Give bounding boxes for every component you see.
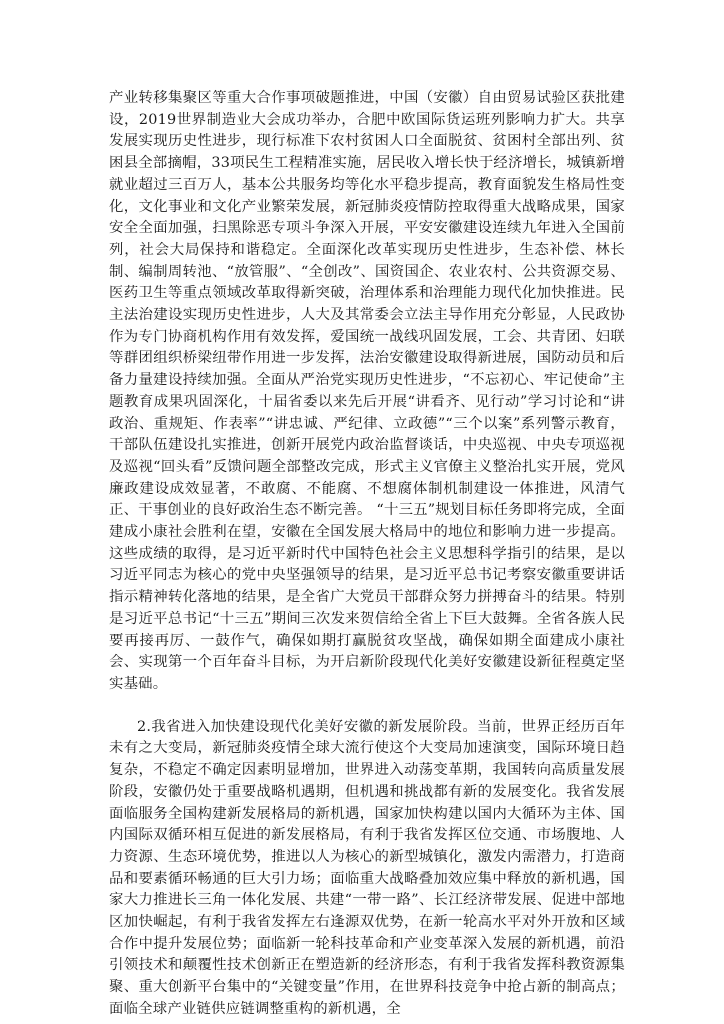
paragraph-new-development-stage-text: 2.我省进入加快建设现代化美好安徽的新发展阶段。当前，世界正经历百年未有之大变局，新冠肺炎疫情全球大流行使这个大变局加速演变，国际环境日趋复杂，不稳定不确定因素明显增加，世界进入动荡变革期，我国转向高质量发展阶段，安徽仍处于重要战略机遇期，但机遇和挑战都有新的发展变化。我省发展面临服务全国构建新发展格局的新机遇，国家加快构建以国内大循环为主体、国内国际双循环相互促进的新发展格局，有利于我省发挥区位交通、市场腹地、人力资源、生态环境优势，推进以人为核心的新型城镇化，激发内需潜力，打造商品和要素循环畅通的巨大引力场；面临重大战略叠加效应集中释放的新机遇，国家大力推进长三角一体化发展、共建“一带一路”、长江经济带发展、促进中部地区加快崛起，有利于我省发挥左右逢源双优势，在新一轮高水平对外开放和区域合作中提升发展位势；面临新一轮科技革命和产业变革深入发展的新机遇，前沿引领技术和颠覆性技术创新正在塑造新的经济形态，有利于我省发挥科教资源集聚、重大创新平台集中的“关键变量”作用，在世界科技竞争中抢占新的制高点；面临全球产业链供应链调整重构的新机遇，全 xyxy=(109,718,625,1017)
document-body xyxy=(109,88,625,1021)
paragraph-new-development-stage xyxy=(109,717,625,1021)
paragraph-achievements: 产业转移集聚区等重大合作事项破题推进，中国（安徽）自由贸易试验区获批建设，2019世界制造业大会成功举办，合肥中欧国际货运班列影响力扩大。共享发展实现历史性进步，现行标准下农村贫困人口全面脱贫、贫困村全部出列、贫困县全部摘帽，33项民生工程精准实施，居民收入增长快于经济增长，城镇新增就业超过三百万人，基本公共服务均等化水平稳步提高，教育面貌发生格局性变化，文化事业和文化产业繁荣发展，新冠肺炎疫情防控取得重大战略成果，国家安全全面加强，扫黑除恶专项斗争深入开展，平安安徽建设连续九年进入全国前列，社会大局保持和谐稳定。全面深化改革实现历史性进步，生态补偿、林长制、编制周转池、“放管服”、“全创改”、国资国企、农业农村、公共资源交易、医药卫生等重点领域改革取得新突破，治理体系和治理能力现代化加快推进。民主法治建设实现历史性进步，人大及其常委会立法主导作用充分彰显，人民政协作为专门协商机构作用有效发挥，爱国统一战线巩固发展，工会、共青团、妇联等群团组织桥梁纽带作用进一步发挥，法治安徽建设取得新进展，国防动员和后备力量建设持续加强。全面从严治党实现历史性进步，“不忘初心、牢记使命”主题教育成果巩固深化，十届省委以来先后开展“讲看齐、见行动”学习讨论和“讲政治、重规矩、作表率”“讲忠诚、严纪律、立政德”“三个以案”系列警示教育，干部队伍建设扎实推进，创新开展党内政治监督谈话，中央巡视、中央专项巡视及巡视“回头看”反馈问题全部整改完成，形式主义官僚主义整治扎实开展，党风廉政建设成效显著，不敢腐、不能腐、不想腐体制机制建设一体推进，风清气正、干事创业的良好政治生态不断完善。 “十三五”规划目标任务即将完成，全面建成小康社会胜利在望，安徽在全国发展大格局中的地位和影响力进一步提高。这些成绩的取得，是习近平新时代中国特色社会主义思想科学指引的结果，是以习近平同志为核心的党中央坚强领导的结果，是习近平总书记考察安徽重要讲话指示精神转化落地的结果，是全省广大党员干部群众努力拼搏奋斗的结果。特别是习近平总书记“十三五”期间三次发来贺信给全省上下巨大鼓舞。全省各族人民要再接再厉、一鼓作气，确保如期打赢脱贫攻坚战，确保如期全面建成小康社会、实现第一个百年奋斗目标，为开启新阶段现代化美好安徽建设新征程奠定坚实基础。 xyxy=(109,90,625,692)
